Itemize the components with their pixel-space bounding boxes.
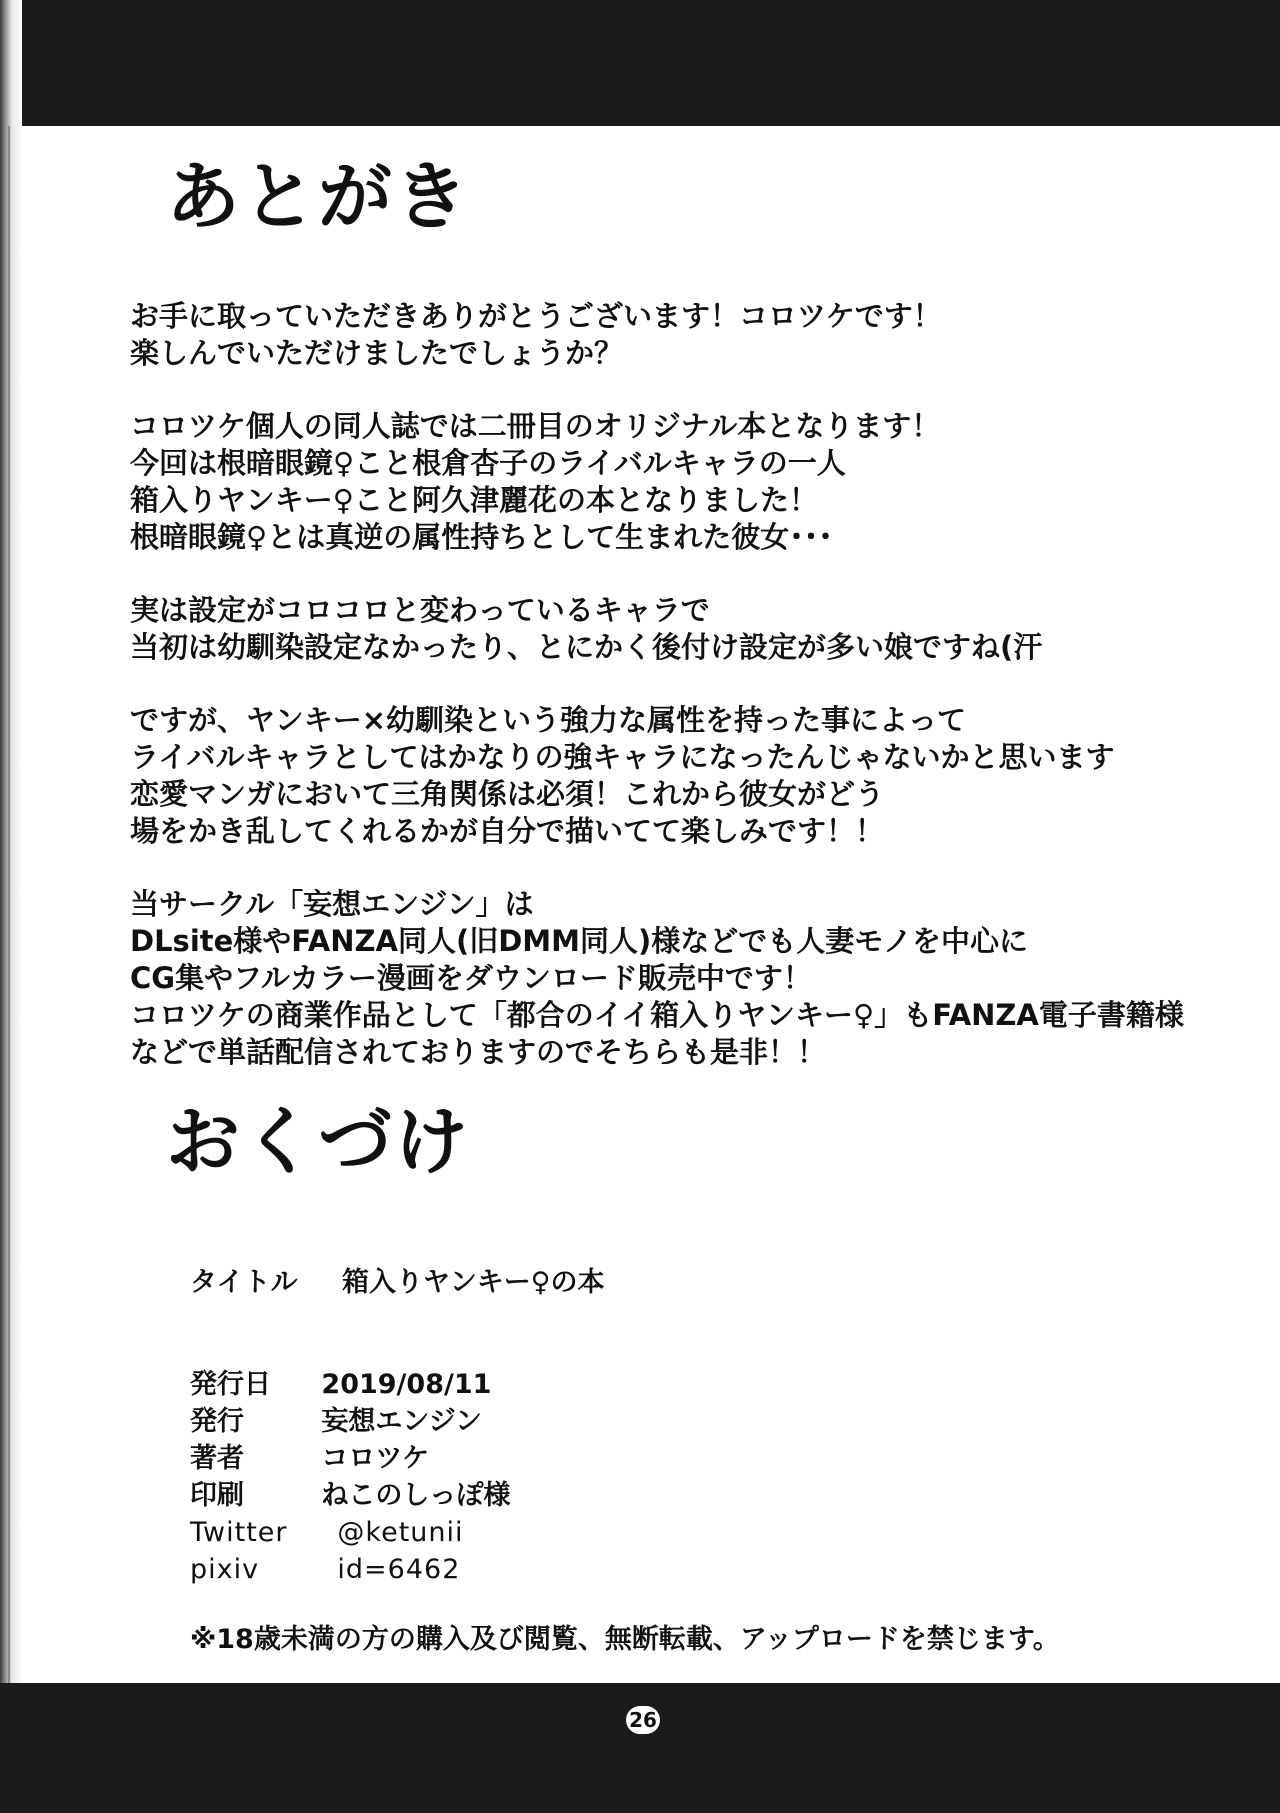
colophon-title-row: [190, 1260, 605, 1299]
detail-value: ねこのしっぽ様: [321, 1480, 511, 1511]
detail-label: 発行: [190, 1406, 244, 1437]
afterword-line: DLsite様やFANZA同人(旧DMM同人)様などでも人妻モノを中心に: [130, 924, 1028, 958]
afterword-paragraph: [130, 592, 1250, 666]
detail-label: Twitter: [190, 1517, 288, 1548]
afterword-line: CG集やフルカラー漫画をダウンロード販売中です！: [130, 961, 812, 995]
afterword-line: コロツケの商業作品として「都合のイイ箱入りヤンキー♀」もFANZA電子書籍様: [130, 998, 1184, 1032]
page-number: 26: [626, 1706, 660, 1734]
afterword-paragraph: [130, 886, 1250, 1071]
colophon-detail-row: [190, 1440, 510, 1477]
afterword-paragraph: [130, 702, 1250, 850]
detail-value: @ketunii: [337, 1517, 464, 1548]
afterword-line: コロツケ個人の同人誌では二冊目のオリジナル本となります！: [130, 409, 941, 443]
afterword-line: 今回は根暗眼鏡♀こと根倉杏子のライバルキャラの一人: [130, 446, 846, 480]
afterword-line: 当サークル「妄想エンジン」は: [130, 887, 534, 921]
colophon-detail-row: [190, 1551, 510, 1588]
detail-label: 著者: [190, 1443, 244, 1474]
detail-label: 発行日: [190, 1369, 271, 1400]
detail-value: 妄想エンジン: [321, 1406, 483, 1437]
afterword-line: などで単話配信されておりますのでそちらも是非！！: [130, 1035, 827, 1069]
afterword-line: ライバルキャラとしてはかなりの強キャラになったんじゃないかと思います: [130, 740, 1115, 774]
afterword-line: 根暗眼鏡♀とは真逆の属性持ちとして生まれた彼女･･･: [130, 520, 833, 554]
colophon-title-value: 箱入りヤンキー♀の本: [342, 1267, 605, 1298]
colophon-detail-row: [190, 1403, 510, 1440]
binding-line: [8, 126, 10, 1683]
age-restriction-notice: ※18歳未満の方の購入及び閲覧、無断転載、アップロードを禁じます。: [190, 1624, 1060, 1655]
colophon-detail-row: [190, 1514, 510, 1551]
detail-value: 2019/08/11: [321, 1369, 492, 1400]
top-black-band: [0, 0, 1280, 126]
colophon-details: [190, 1366, 510, 1588]
detail-value: id=6462: [337, 1554, 461, 1585]
colophon-detail-row: [190, 1477, 510, 1514]
colophon-heading: おくづけ: [166, 1099, 470, 1185]
afterword-body: [130, 298, 1250, 1107]
binding-edge: [0, 0, 22, 1813]
afterword-line: 実は設定がコロコロと変わっているキャラで: [130, 593, 710, 627]
afterword-line: 箱入りヤンキー♀こと阿久津麗花の本となりました！: [130, 483, 818, 517]
bottom-black-band: [0, 1683, 1280, 1813]
afterword-line: 恋愛マンガにおいて三角関係は必須！これから彼女がどう: [130, 777, 885, 811]
afterword-line: お手に取っていただきありがとうございます！コロツケです！: [130, 299, 942, 333]
afterword-line: 楽しんでいただけましたでしょうか？: [130, 336, 624, 370]
colophon-title-label: タイトル: [190, 1267, 298, 1298]
afterword-heading: あとがき: [166, 154, 470, 240]
afterword-paragraph: [130, 298, 1250, 372]
detail-label: pixiv: [190, 1554, 260, 1585]
colophon-detail-row: [190, 1366, 510, 1403]
detail-label: 印刷: [190, 1480, 244, 1511]
detail-value: コロツケ: [321, 1443, 430, 1474]
afterword-line: 場をかき乱してくれるかが自分で描いてて楽しみです！！: [130, 814, 885, 848]
afterword-line: 当初は幼馴染設定なかったり、とにかく後付け設定が多い娘ですね(汗: [130, 630, 1043, 664]
afterword-line: ですが、ヤンキー×幼馴染という強力な属性を持った事によって: [130, 703, 967, 737]
afterword-paragraph: [130, 408, 1250, 556]
